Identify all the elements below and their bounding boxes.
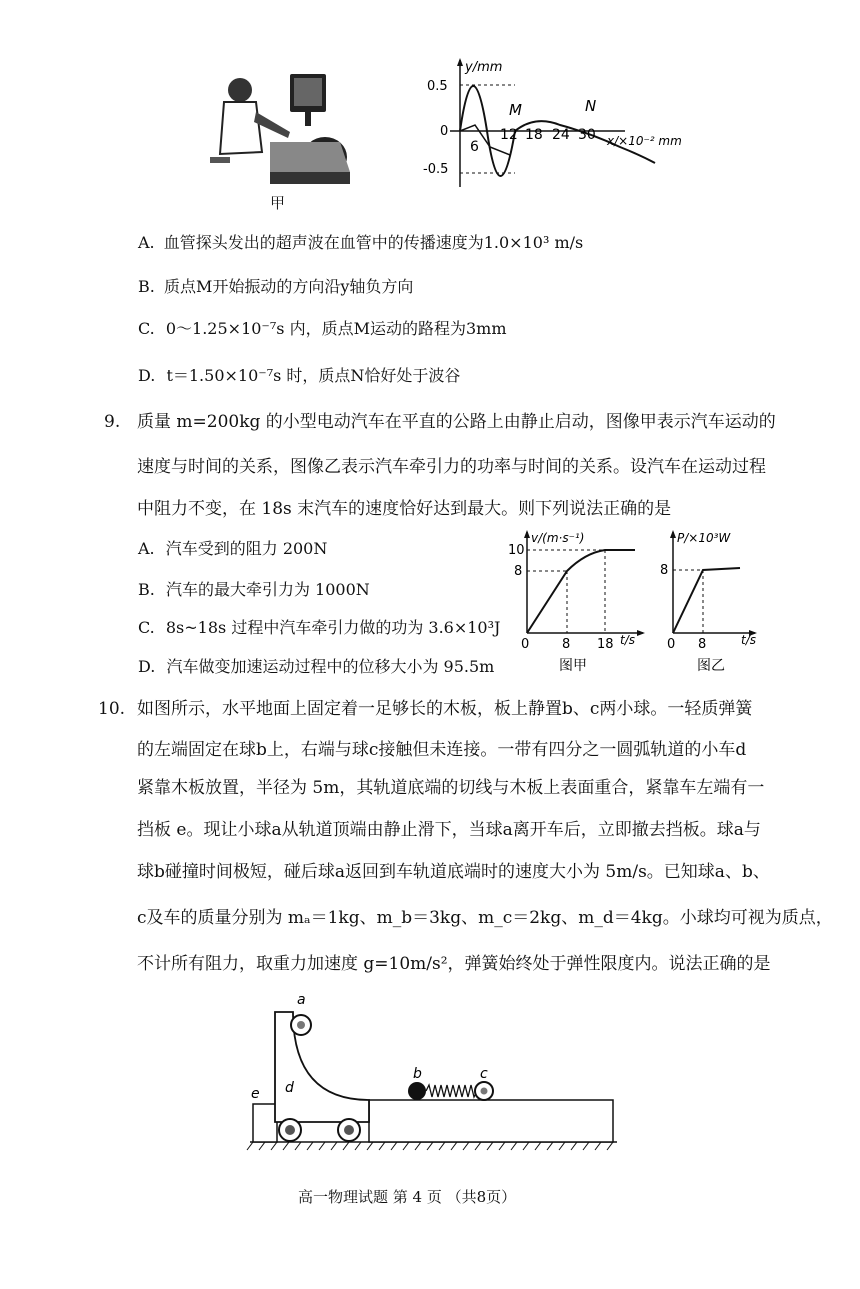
- q8-option-a: [138, 232, 583, 254]
- q10-line-6: c及车的质量分别为 mₐ＝1kg、m_b＝3kg、m_c＝2kg、m_d＝4kg。小球均可视为质点，: [137, 908, 833, 928]
- q9-line-2: 速度与时间的关系，图像乙表示汽车牵引力的功率与时间的关系。设汽车在运动过程: [137, 457, 766, 477]
- graph-jia-x-tick-0: 0: [521, 637, 530, 652]
- q10-line-5: 球b碰撞时间极短，碰后球a返回到车轨道底端时的速度大小为 5m/s。已知球a、b、: [137, 862, 770, 882]
- q9-option-b-letter: B.: [138, 580, 155, 599]
- graph-yi: [655, 528, 765, 678]
- q9-option-d: [138, 656, 494, 678]
- wave-x-tick-30: 30: [578, 127, 596, 143]
- graph-yi-x-tick-0: 0: [667, 637, 676, 652]
- q9-line-3: 中阻力不变，在 18s 末汽车的速度恰好达到最大。则下列说法正确的是: [137, 499, 672, 519]
- graph-jia-y-tick-8: 8: [514, 564, 523, 579]
- graph-yi-x-label: t/s: [741, 633, 756, 647]
- q8-option-c: [138, 318, 507, 340]
- wave-x-axis-label: x/×10⁻² mm: [607, 134, 682, 148]
- graph-yi-y-label: P/×10³W: [677, 531, 731, 545]
- q10-line-2: 的左端固定在球b上，右端与球c接触但未连接。一带有四分之一圆弧轨道的小车d: [137, 740, 747, 760]
- wave-y-tick-0: 0: [440, 124, 449, 139]
- q9-option-b-text: 汽车的最大牵引力为 1000N: [165, 580, 370, 599]
- q9-number: 9.: [104, 412, 121, 432]
- q8-option-b-text: 质点M开始振动的方向沿y轴负方向: [163, 277, 414, 296]
- wave-point-n: N: [585, 97, 597, 115]
- page-footer: 高一物理试题 第 4 页 （共8页）: [298, 1188, 517, 1206]
- q8-option-d-letter: D.: [138, 366, 156, 385]
- wave-x-tick-24: 24: [552, 127, 570, 143]
- q10-line-4: 挡板 e。现让小球a从轨道顶端由静止滑下，当球a离开车后，立即撤去挡板。球a与: [137, 820, 761, 840]
- q10-number: 10.: [98, 699, 126, 719]
- wave-y-tick-neg0.5: -0.5: [423, 162, 449, 177]
- fig-label-c: c: [480, 1066, 488, 1082]
- q9-option-d-text: 汽车做变加速运动过程中的位移大小为 95.5m: [166, 657, 495, 676]
- q8-option-c-text: 0～1.25×10⁻⁷s 内，质点M运动的路程为3mm: [165, 319, 507, 338]
- q8-option-d-text: t＝1.50×10⁻⁷s 时，质点N恰好处于波谷: [166, 366, 461, 385]
- q9-line-1: 质量 m=200kg 的小型电动汽车在平直的公路上由静止启动，图像甲表示汽车运动的: [137, 412, 776, 432]
- q10-apparatus-figure: [245, 990, 625, 1160]
- wave-y-axis-label: y/mm: [465, 60, 503, 75]
- wave-x-tick-6: 6: [470, 139, 479, 155]
- graph-jia: [505, 528, 650, 678]
- graph-jia-x-label: t/s: [620, 633, 635, 647]
- fig-label-d: d: [285, 1080, 294, 1096]
- wave-point-m: M: [509, 101, 522, 119]
- graph-jia-x-tick-18: 18: [597, 637, 614, 652]
- q8-option-a-text: 血管探头发出的超声波在血管中的传播速度为1.0×10³ m/s: [163, 233, 584, 252]
- wave-x-tick-12: 12: [500, 127, 518, 143]
- q8-option-a-letter: A.: [138, 233, 155, 252]
- graph-yi-x-tick-8: 8: [698, 637, 707, 652]
- q8-option-c-letter: C.: [138, 319, 155, 338]
- doctor-ultrasound-illustration: [210, 72, 360, 190]
- wave-x-tick-18: 18: [525, 127, 543, 143]
- q9-option-c: [138, 617, 500, 639]
- q10-line-7: 不计所有阻力，取重力加速度 g=10m/s²，弹簧始终处于弹性限度内。说法正确的是: [137, 954, 771, 974]
- graph-jia-y-tick-10: 10: [508, 543, 525, 558]
- q10-line-3: 紧靠木板放置，半径为 5m，其轨道底端的切线与木板上表面重合，紧靠车左端有一: [137, 778, 765, 798]
- graph-yi-y-tick-8: 8: [660, 563, 669, 578]
- wave-y-tick-0.5: 0.5: [427, 79, 448, 94]
- q9-option-a-letter: A.: [138, 539, 155, 558]
- fig-label-e: e: [251, 1086, 260, 1102]
- q9-option-c-text: 8s~18s 过程中汽车牵引力做的功为 3.6×10³J: [165, 618, 501, 637]
- figure-caption-jia: 甲: [270, 194, 286, 212]
- q8-option-b: [138, 276, 413, 298]
- fig-label-b: b: [413, 1066, 422, 1082]
- q8-option-d: [138, 365, 460, 387]
- graph-yi-caption: 图乙: [697, 658, 725, 674]
- q9-option-b: [138, 579, 370, 601]
- graph-jia-caption: 图甲: [559, 658, 587, 674]
- graph-jia-y-label: v/(m·s⁻¹): [531, 531, 585, 545]
- q10-line-1: 如图所示，水平地面上固定着一足够长的木板，板上静置b、c两小球。一轻质弹簧: [137, 699, 753, 719]
- fig-label-a: a: [297, 992, 306, 1008]
- q9-option-d-letter: D.: [138, 657, 156, 676]
- q9-option-a-text: 汽车受到的阻力 200N: [165, 539, 328, 558]
- wave-graph: [415, 55, 690, 195]
- q9-option-c-letter: C.: [138, 618, 155, 637]
- q8-option-b-letter: B.: [138, 277, 155, 296]
- q9-option-a: [138, 538, 327, 560]
- graph-jia-x-tick-8: 8: [562, 637, 571, 652]
